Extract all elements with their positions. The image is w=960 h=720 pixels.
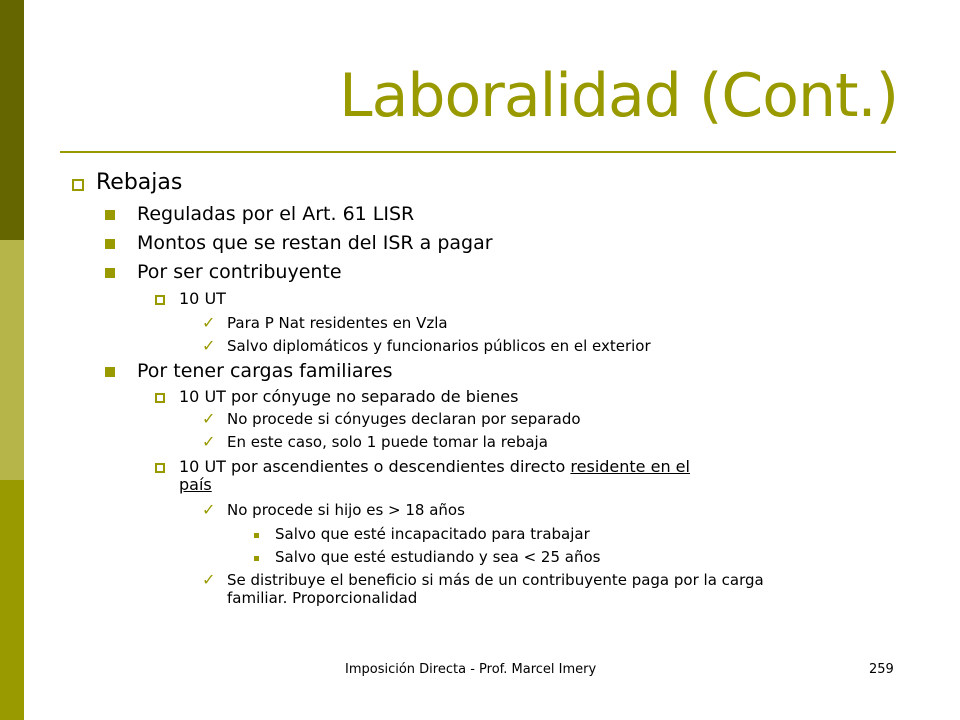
list-item: [137, 262, 342, 283]
bullet-text: Por ser contribuyente: [137, 261, 342, 283]
check-icon: ✓: [202, 409, 216, 428]
check-icon: ✓: [202, 432, 216, 451]
bullet-text: 10 UT por ascendientes o descendientes directo: [179, 457, 571, 476]
bullet-text: No procede si cónyuges declaran por separado: [227, 410, 581, 428]
bullet-text: Se distribuye el beneficio si más de un contribuyente paga por la carga: [227, 571, 764, 589]
check-icon: ✓: [202, 336, 216, 355]
bullet-text: 10 UT por cónyuge no separado de bienes: [179, 387, 519, 406]
list-item: [96, 171, 182, 195]
bullet-text: Por tener cargas familiares: [137, 360, 393, 382]
list-item: [275, 549, 600, 566]
check-icon: ✓: [202, 570, 216, 589]
bullet-text: Salvo que esté estudiando y sea < 25 años: [275, 548, 601, 566]
list-item: [202, 409, 581, 428]
list-item: [275, 526, 590, 543]
page-number: 259: [869, 662, 894, 677]
list-item: [202, 432, 548, 451]
list-item: [137, 361, 393, 382]
list-item: [137, 204, 414, 225]
bullet-text-underlined: residente en el: [570, 457, 690, 476]
small-square-icon: [254, 533, 259, 538]
bullet-text: Para P Nat residentes en Vzla: [227, 314, 448, 332]
bullet-text: No procede si hijo es > 18 años: [227, 501, 465, 519]
hollow-square-icon: [72, 179, 84, 191]
list-item-continuation: [179, 476, 212, 494]
list-item: [179, 458, 690, 476]
filled-square-icon: [105, 210, 115, 220]
small-square-icon: [254, 556, 259, 561]
hollow-square-icon: [155, 393, 165, 403]
bullet-text: En este caso, solo 1 puede tomar la rebaja: [227, 433, 548, 451]
list-item: [202, 336, 651, 355]
check-icon: ✓: [202, 313, 216, 332]
list-item: [179, 388, 518, 406]
bullet-text: Salvo diplomáticos y funcionarios públicos en el exterior: [227, 337, 651, 355]
bullet-text: Rebajas: [96, 170, 183, 195]
list-item: [202, 500, 465, 519]
bullet-text: 10 UT: [179, 289, 226, 308]
filled-square-icon: [105, 268, 115, 278]
hollow-square-icon: [155, 295, 165, 305]
hollow-square-icon: [155, 463, 165, 473]
bullet-text: Salvo que esté incapacitado para trabajar: [275, 525, 590, 543]
filled-square-icon: [105, 239, 115, 249]
bullet-text: Montos que se restan del ISR a pagar: [137, 232, 493, 254]
list-item: [137, 233, 493, 254]
filled-square-icon: [105, 367, 115, 377]
list-item: [202, 313, 448, 332]
bullet-text: familiar. Proporcionalidad: [227, 589, 418, 607]
list-item: [179, 290, 226, 308]
bullet-text-underlined: país: [179, 475, 212, 494]
list-item: [202, 570, 764, 589]
footer-text: Imposición Directa - Prof. Marcel Imery: [345, 662, 597, 677]
slide-title: Laboralidad (Cont.): [339, 61, 898, 131]
check-icon: ✓: [202, 500, 216, 519]
list-item-continuation: [227, 590, 417, 607]
bullet-text: Reguladas por el Art. 61 LISR: [137, 203, 415, 225]
